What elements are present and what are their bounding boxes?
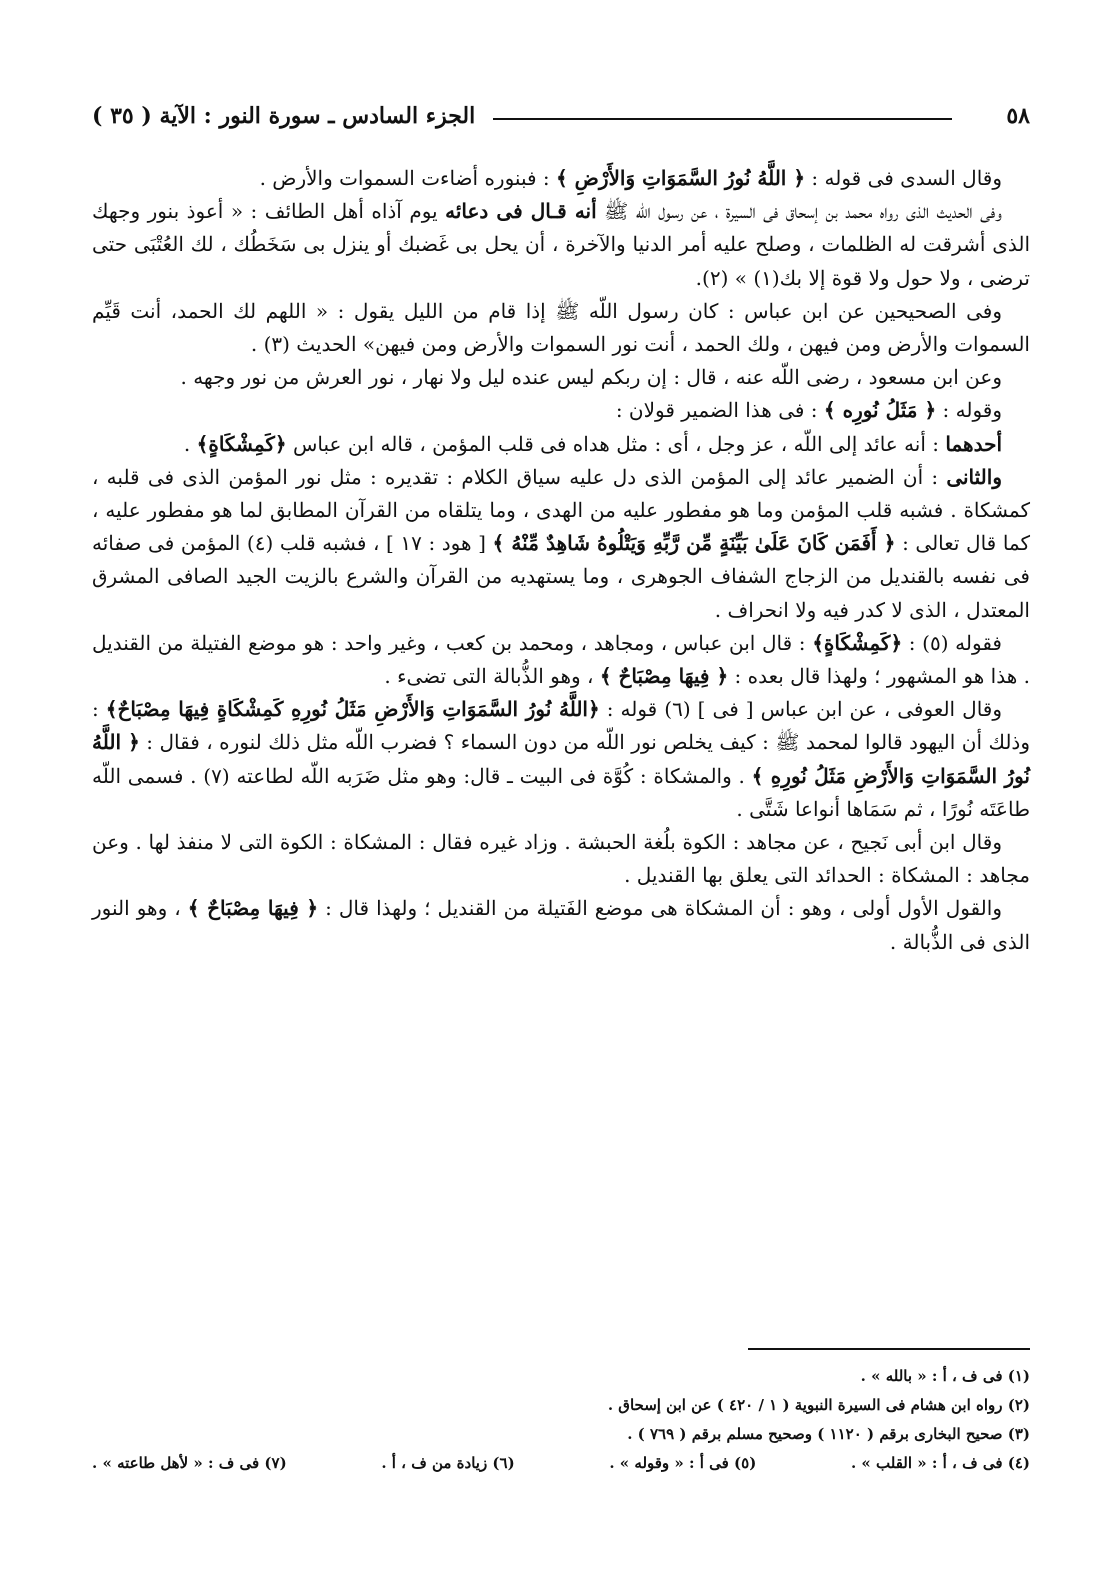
paragraph	[92, 428, 1030, 461]
text-segment: فقوله (٥) :	[902, 630, 1002, 655]
text-segment: وقوله :	[936, 398, 1002, 423]
footnote-5: (٥) فى أ : « وقوله » .	[609, 1454, 757, 1472]
text-segment: ، وهو النور الذى فى الذُّبالة .	[92, 896, 1030, 954]
quoted-text: ﴿ اللَّهُ نُورُ السَّمَوَاتِ وَالأَرْضِ مَثَلُ نُورِهِ ﴾	[92, 730, 1031, 788]
quoted-text: ﴿كَمِشْكَاةٍ﴾	[812, 630, 903, 655]
footnote-row	[92, 1449, 1030, 1478]
quoted-text: ﴿كَمِشْكَاةٍ﴾	[196, 431, 287, 456]
quoted-text: ﴿ اللَّهُ نُورُ السَّمَوَاتِ وَالأَرْضِ ﴾	[556, 166, 806, 190]
footnote-4: (٤) فى ف ، أ : « القلب » .	[850, 1454, 1030, 1472]
quoted-text: ﴿ مَثَلُ نُورِه ﴾	[823, 398, 937, 423]
text-segment: : قال ابن عباس ، ومجاهد ، ومحمد بن كعب ، وغير واحد : هو موضع الفتيلة من القنديل . هذا هو المشهور ؛ ولهذا قال بعده :	[92, 630, 1030, 689]
text-segment: : فبنوره أضاءت السموات والأرض .	[259, 166, 556, 190]
paragraph	[92, 195, 1030, 295]
paragraph	[92, 892, 1030, 958]
body-text	[92, 162, 1030, 959]
page-number: ٥٨	[1006, 103, 1030, 129]
paragraph	[92, 162, 1030, 195]
quoted-text: ﴿اللَّهُ نُورُ السَّمَوَاتِ وَالأَرْضِ مَثَلُ نُورِهِ كَمِشْكَاةٍ فِيهَا مِصْبَاحٌ﴾	[105, 697, 600, 722]
quoted-text: أنه قـال فى دعائه	[445, 199, 597, 224]
footnote-separator	[748, 1348, 1030, 1350]
text-segment: : فى هذا الضمير قولان :	[615, 398, 824, 423]
running-header	[92, 96, 1030, 136]
text-segment: . والمشكاة : كُوَّة فى البيت ـ قال: وهو مثل ضَرَبه اللّه لطاعته (٧) . فسمى اللّه طاعَتَه نُورًا ، ثم سَمَاها أنواعا شَتَّى .	[92, 763, 1030, 821]
paragraph	[92, 295, 1030, 361]
text-segment: وعن ابن مسعود ، رضى اللّه عنه ، قال : إن ربكم ليس عنده ليل ولا نهار ، نور العرش من نور وجهه .	[180, 365, 1002, 390]
text-segment: ، وهو الذُّبالة التى تضىء .	[384, 664, 600, 689]
footnotes	[92, 1362, 1030, 1478]
text-segment: وقال السدى فى قوله :	[805, 166, 1002, 190]
footnote-3: (٣) صحيح البخارى برقم ( ١١٢٠ ) وصحيح مسلم برقم ( ٧٦٩ ) .	[627, 1425, 1030, 1443]
text-segment: : وذلك أن اليهود قالوا لمحمد ﷺ : كيف يخلص نور اللّه من دون السماء ؟ فضرب اللّه مثل ذلك لنوره ، فقال :	[92, 697, 1030, 755]
paragraph	[92, 361, 1030, 394]
text-segment: وفى الحديث الذى رواه محمد بن إسحاق فى السيرة ، عن رسول اللّه ﷺ	[596, 199, 1002, 224]
text-segment: [ هود : ١٧ ] ، فشبه قلب (٤) المؤمن فى صفائه فى نفسه بالقنديل من الزجاج الشفاف الجوهرى ، وما يستهديه من القرآن والشرع بالزيت الجيد الصافى المشرق المعتدل ، الذى لا كدر فيه ولا انحراف .	[92, 531, 1030, 622]
quoted-text: أحدهما	[945, 431, 1002, 456]
text-segment: .	[183, 431, 197, 456]
footnote-7: (٧) فى ف : « لأهل طاعته » .	[92, 1454, 287, 1472]
quoted-text: ﴿ فِيهَا مِصْبَاحٌ ﴾	[599, 664, 729, 689]
quoted-text: ﴿ أَفَمَن كَانَ عَلَىٰ بَيِّنَةٍ مِّن رَّبِّهِ وَيَتْلُوهُ شَاهِدٌ مِّنْهُ ﴾	[492, 531, 896, 556]
text-segment: والقول الأول أولى ، وهو : أن المشكاة هى موضع الفَتيلة من القنديل ؛ ولهذا قال :	[318, 896, 1002, 921]
paragraph	[92, 394, 1030, 427]
paragraph	[92, 627, 1030, 693]
paragraph	[92, 693, 1030, 826]
text-segment: وقال ابن أبى نَجيح ، عن مجاهد : الكوة بلُغة الحبشة . وزاد غيره فقال : المشكاة : الكوة التى لا منفذ لها . وعن مجاهد : المشكاة : الحدائد التى يعلق بها القنديل .	[92, 830, 1030, 888]
quoted-text: والثانى	[946, 464, 1002, 489]
footnote-6: (٦) زيادة من ف ، أ .	[381, 1454, 515, 1472]
text-segment: : أنه عائد إلى اللّه ، عز وجل ، أى : مثل هداه فى قلب المؤمن ، قاله ابن عباس	[286, 431, 946, 456]
header-rule	[493, 118, 952, 120]
footnote-2: (٢) رواه ابن هشام فى السيرة النبوية ( ١ / ٤٢٠ ) عن ابن إسحاق .	[607, 1396, 1030, 1414]
header-title: الجزء السادس ـ سورة النور : الآية ( ٣٥ )	[92, 103, 476, 129]
footnote-1: (١) فى ف ، أ : « بالله » .	[860, 1367, 1030, 1385]
paragraph	[92, 461, 1030, 627]
text-segment: وقال العوفى ، عن ابن عباس [ فى ] (٦) قوله :	[599, 697, 1003, 722]
text-segment: : أن الضمير عائد إلى المؤمن الذى دل عليه سياق الكلام : تقديره : مثل نور المؤمن الذى فى قلبه ، كمشكاة . فشبه قلب المؤمن وما هو مفطور عليه من الهدى ، وما يتلقاه من القرآن المطابق لما هو مفطور عليه ، كما قال تعالى :	[92, 464, 1031, 556]
quoted-text: ﴿ فِيهَا مِصْبَاحٌ ﴾	[187, 896, 319, 921]
text-segment: يوم آذاه أهل الطائف : « أعوذ بنور وجهك الذى أشرقت له الظلمات ، وصلح عليه أمر الدنيا والآخرة ، أن يحل بى غَضبك أو ينزل بى سَخَطُك ، لك العُتْبَى حتى ترضى ، ولا حول ولا قوة إلا بك(١) » (٢).	[92, 199, 1030, 290]
text-segment: وفى الصحيحين عن ابن عباس : كان رسول اللّه ﷺ إذا قام من الليل يقول : « اللهم لك الحمد، أنت قَيِّم السموات والأرض ومن فيهن ، ولك الحمد ، أنت نور السموات والأرض ومن فيهن» الحديث (٣) .	[92, 298, 1030, 357]
paragraph	[92, 826, 1030, 892]
